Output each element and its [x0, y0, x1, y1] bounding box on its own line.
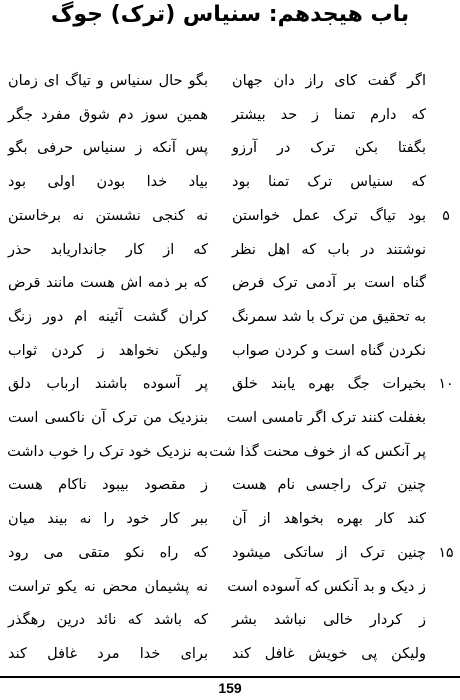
- first-hemistich: بگفتا بکن ترک در آرزو: [232, 140, 426, 157]
- verse-number: ۱۰: [438, 376, 454, 393]
- first-hemistich: به تحقیق من ترک با شد سمرنگ: [231, 308, 426, 325]
- couplet-row: [0, 133, 460, 163]
- second-hemistich: ز مقصود بیبود ناکام هست: [8, 477, 208, 494]
- couplet-row: [0, 538, 460, 568]
- first-hemistich: گناه است بر آدمی ترک فرض: [232, 275, 426, 292]
- second-hemistich: کران گشت آئینه ام دور زنگ: [8, 308, 208, 325]
- first-hemistich: پر آنکس که از خوف محنت گذا شت: [209, 443, 426, 460]
- couplet-row: [0, 100, 460, 130]
- second-hemistich: بگو حال سنیاس و تیاگ ای زمان: [8, 73, 208, 89]
- second-hemistich: برای خدا مرد غافل کند: [8, 645, 208, 662]
- first-hemistich: بغفلت کنند ترک اگر تامسی است: [226, 410, 426, 426]
- second-hemistich: ببر کار خود را نه بیند میان: [8, 511, 208, 528]
- first-hemistich: که سنیاس ترک تمنا بود: [232, 174, 426, 191]
- first-hemistich: چنین ترک راجسی نام هست: [232, 477, 426, 494]
- couplet-row: [0, 639, 460, 669]
- first-hemistich: اگر گفت کای راز دان جهان: [232, 73, 426, 89]
- couplet-row: [0, 167, 460, 197]
- second-hemistich: که از کار جانداریابد حذر: [8, 241, 208, 258]
- poem-body: [0, 66, 460, 676]
- second-hemistich: همین سوز دم شوق مفرد جگر: [8, 106, 208, 123]
- second-hemistich: پر آسوده باشند ارباب دلق: [8, 376, 208, 393]
- couplet-row: [0, 572, 460, 602]
- second-hemistich: پس آنکه ز سنیاس حرفی بگو: [8, 140, 208, 157]
- first-hemistich: بود تیاگ ترک عمل خواستن: [232, 207, 426, 224]
- couplet-row: [0, 369, 460, 399]
- couplet-row: [0, 268, 460, 298]
- second-hemistich: بنزدیک من ترک آن ناکسی است: [8, 410, 208, 426]
- second-hemistich: به نزدیک خود ترک را خوب داشت: [7, 443, 208, 460]
- second-hemistich: ولیکن نخواهد ز کردن ثواب: [8, 342, 208, 359]
- second-hemistich: نه پشیمان محض نه یکو تراست: [8, 578, 208, 595]
- first-hemistich: ز دیک و بد آنکس که آسوده است: [227, 578, 426, 595]
- second-hemistich: نه کنجی نشستن نه برخاستن: [8, 207, 208, 224]
- couplet-row: [0, 403, 460, 433]
- first-hemistich: چنین ترک از ساتکی میشود: [232, 544, 426, 561]
- first-hemistich: بخیرات جگ بهره یابند خلق: [232, 376, 426, 393]
- verse-number: ۵: [442, 207, 450, 224]
- first-hemistich: نوشتند در باب که اهل نظر: [232, 241, 426, 258]
- couplet-row: [0, 302, 460, 332]
- first-hemistich: ولیکن پی خویش غافل کند: [232, 645, 426, 662]
- second-hemistich: که باشد که نائد درین رهگذر: [8, 612, 208, 629]
- page-number: 159: [218, 680, 242, 696]
- second-hemistich: که راه نکو متقی می رود: [8, 544, 208, 561]
- first-hemistich: ز کردار خالی نباشد بشر: [232, 612, 426, 629]
- couplet-row: [0, 66, 460, 96]
- couplet-row: [0, 336, 460, 366]
- couplet-row: [0, 504, 460, 534]
- couplet-row: [0, 201, 460, 231]
- first-hemistich: که دارم تمنا ز حد بیشتر: [232, 106, 426, 123]
- footer-divider: [0, 676, 460, 678]
- first-hemistich: نکردن گناه است و کردن صواب: [232, 342, 426, 359]
- couplet-row: [0, 437, 460, 467]
- couplet-row: [0, 235, 460, 265]
- verse-number: ۱۵: [438, 544, 454, 561]
- couplet-row: [0, 470, 460, 500]
- couplet-row: [0, 605, 460, 635]
- second-hemistich: که بر ذمه اش هست مانند قرض: [8, 275, 208, 292]
- second-hemistich: بیاد خدا بودن اولی بود: [8, 174, 208, 191]
- first-hemistich: کند کار بهره بخواهد از آن: [232, 511, 426, 528]
- page-title: باب هیجدهم: سنیاس (ترک) جوگ: [50, 2, 410, 27]
